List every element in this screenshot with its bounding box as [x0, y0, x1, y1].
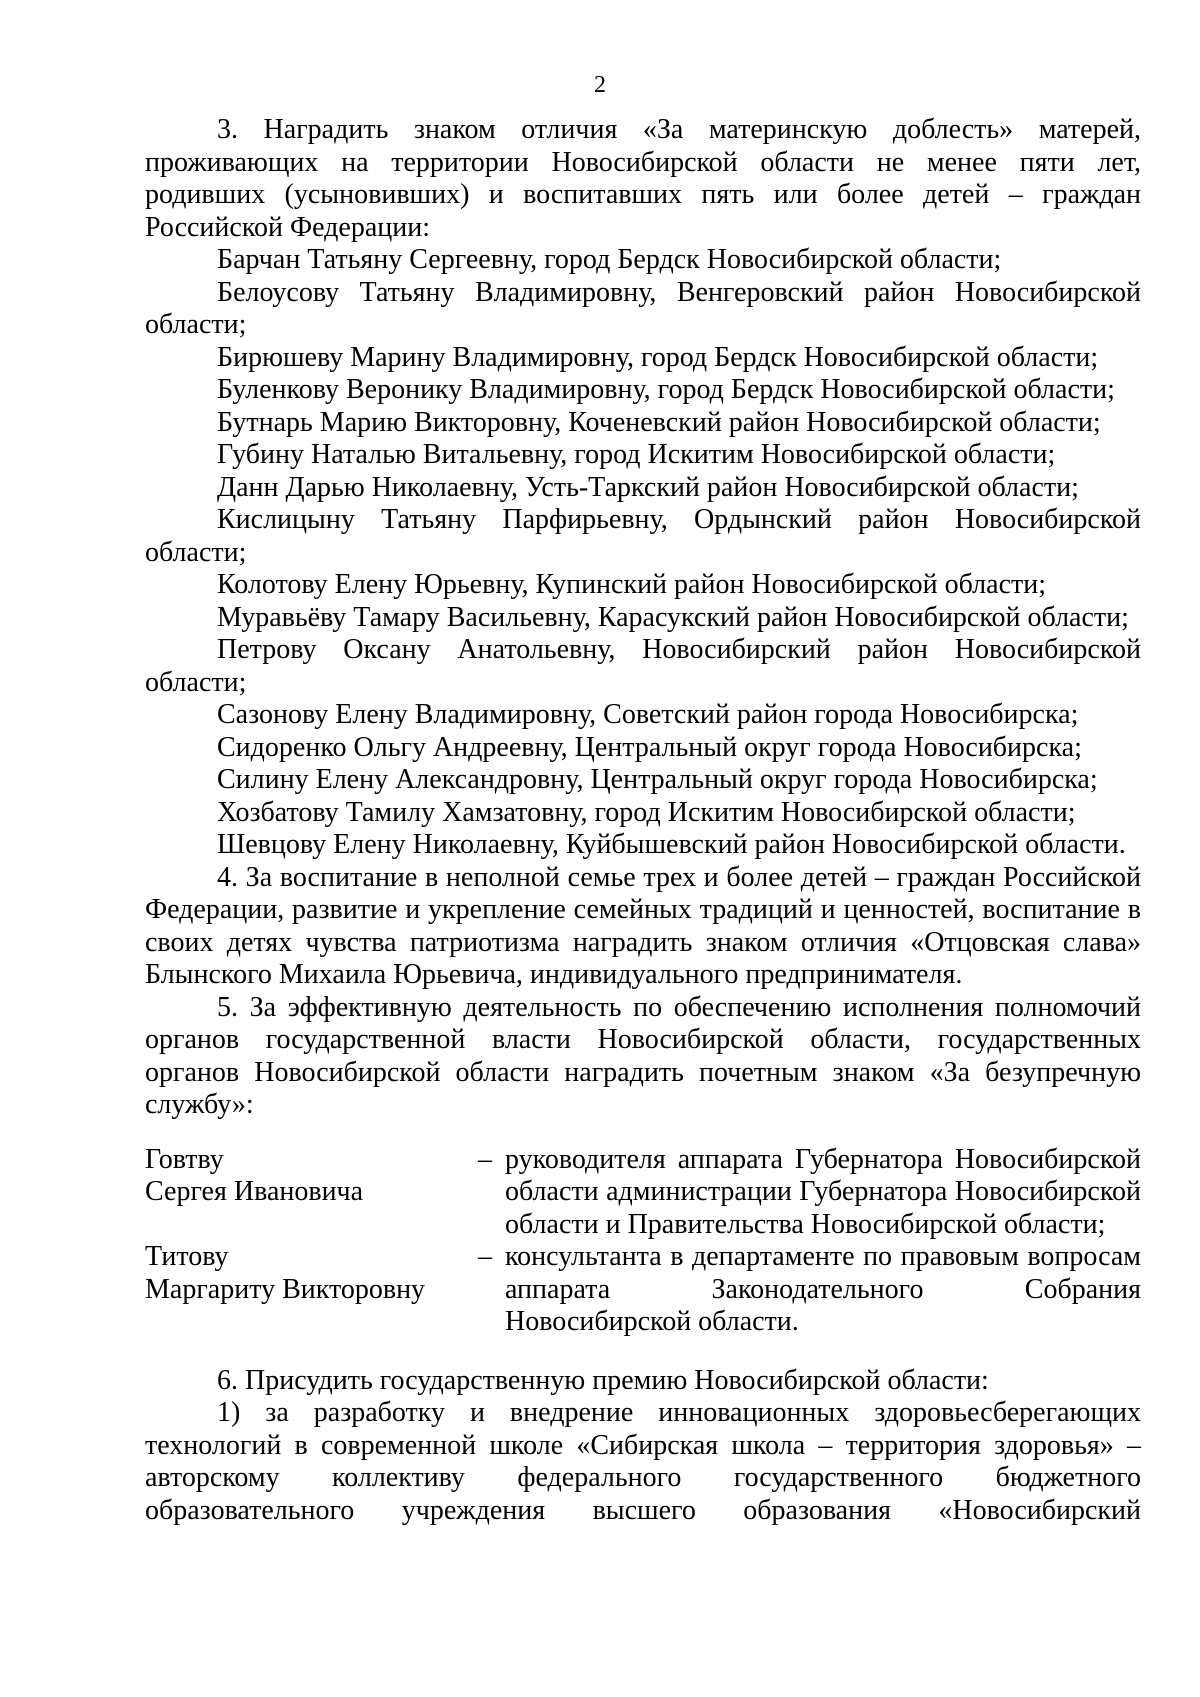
recipient-item: Белоусову Татьяну Владимировну, Венгеровский район Новосибирской области; — [145, 276, 1141, 340]
awardee-row — [145, 1241, 1141, 1339]
recipient-item: Барчан Татьяну Сергеевну, город Бердск Новосибирской области; — [217, 244, 1002, 275]
recipient-item: Сазонову Елену Владимировну, Советский район города Новосибирска; — [217, 699, 1079, 730]
awardee-surname: Говтву — [145, 1143, 224, 1175]
awardee-dash: – — [478, 1241, 492, 1272]
awardee-name — [145, 1144, 465, 1242]
recipient-item: Хозбатову Тамилу Хамзатовну, город Искитим Новосибирской области; — [217, 796, 1076, 828]
recipient-item: Сидоренко Ольгу Андреевну, Центральный округ города Новосибирска; — [217, 731, 1082, 763]
recipient-item: Муравьёву Тамару Васильевну, Карасукский район Новосибирской области; — [217, 601, 1129, 633]
recipient-item: Петрову Оксану Анатольевну, Новосибирский район Новосибирской области; — [145, 634, 1141, 698]
awardee-given-names: Маргариту Викторовну — [145, 1273, 426, 1305]
awardee-list — [145, 1144, 1141, 1339]
recipient-item: Кислицыну Татьяну Парфирьевну, Ордынский район Новосибирской области; — [145, 504, 1141, 568]
page-number: 2 — [594, 72, 606, 98]
section-6-item-1: 1) за разработку и внедрение инновационных здоровьесберегающих технологий в современной школе «Сибирская школа – территория здоровья» – авторскому коллективу федерального государственного бюджетного образовательного учреждения высшего образования «Новосибирский — [145, 1397, 1141, 1526]
recipient-item: Силину Елену Александровну, Центральный округ города Новосибирска; — [217, 764, 1098, 795]
section-4-text: 4. За воспитание в неполной семье трех и более детей – граждан Российской Федерации, развитие и укрепление семейных традиций и ценностей, воспитание в своих детях чувства патриотизма наградить знаком отличия «Отцовская слава» Блынского Михаила Юрьевича, индивидуального предпринимателя. — [145, 861, 1141, 990]
awardee-position: консультанта в департаменте по правовым вопросам аппарата Законодательного Собрания Новосибирской области. — [505, 1241, 1141, 1337]
recipient-item: Бутнарь Марию Викторовну, Коченевский район Новосибирской области; — [217, 406, 1101, 438]
awardee-surname: Титову — [145, 1241, 229, 1272]
awardee-row — [145, 1144, 1141, 1242]
recipient-item: Буленкову Веронику Владимировну, город Бердск Новосибирской области; — [217, 374, 1115, 405]
document-body — [145, 114, 1141, 1527]
section-6-intro: 6. Присудить государственную премию Новосибирской области: — [217, 1364, 989, 1396]
section-3-intro: 3. Наградить знаком отличия «За материнскую доблесть» матерей, проживающих на территории Новосибирской области не менее пяти лет, родивших (усыновивших) и воспитавших пять или более детей – граждан Российской Федерации: — [145, 114, 1141, 243]
awardee-dash: – — [478, 1143, 492, 1175]
awardee-position: руководителя аппарата Губернатора Новосибирской области администрации Губернатора Новосибирской области и Правительства Новосибирской области; — [505, 1143, 1141, 1240]
awardee-name — [145, 1241, 465, 1339]
awardee-given-names: Сергея Ивановича — [145, 1176, 364, 1207]
recipient-item: Колотову Елену Юрьевну, Купинский район Новосибирской области; — [217, 569, 1046, 600]
recipient-list — [145, 244, 1141, 862]
recipient-item: Шевцову Елену Николаевну, Куйбышевский район Новосибирской области. — [217, 829, 1126, 860]
recipient-item: Бирюшеву Марину Владимировну, город Бердск Новосибирской области; — [217, 341, 1099, 373]
recipient-item: Данн Дарью Николаевну, Усть-Таркский район Новосибирской области; — [217, 471, 1079, 503]
section-5-intro: 5. За эффективную деятельность по обеспечению исполнения полномочий органов государственной власти Новосибирской области, государственных органов Новосибирской области наградить почетным знаком «За безупречную службу»: — [145, 991, 1141, 1120]
recipient-item: Губину Наталью Витальевну, город Искитим Новосибирской области; — [217, 439, 1056, 470]
